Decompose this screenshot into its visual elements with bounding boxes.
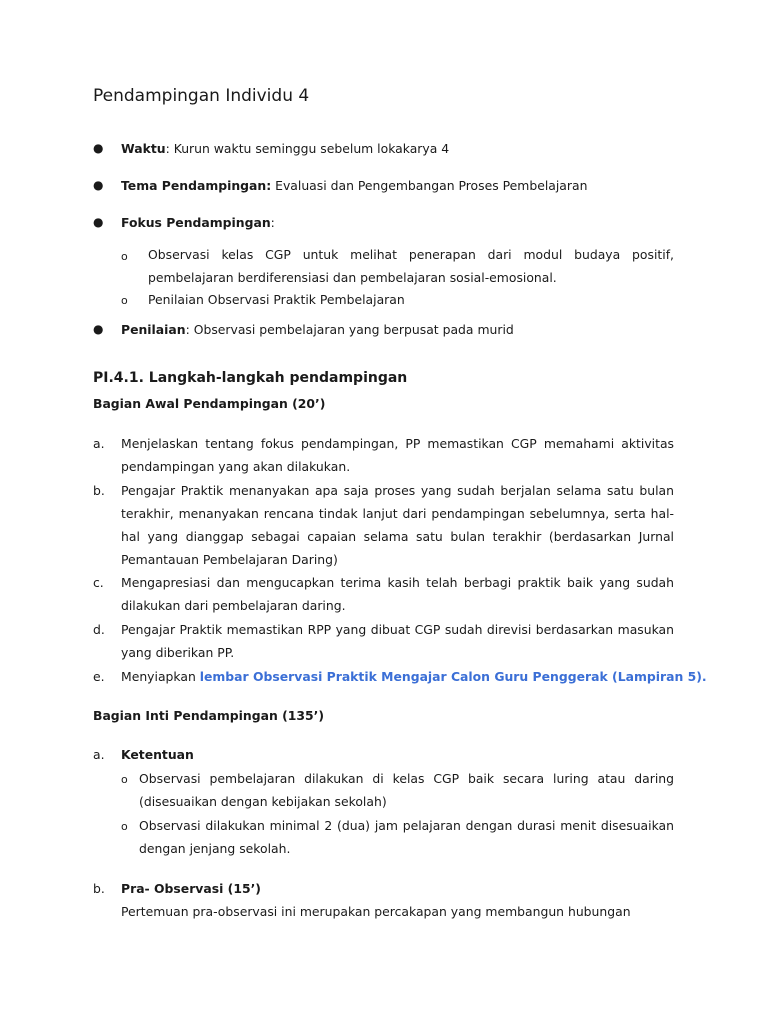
pra-observasi-text: Pertemuan pra-observasi ini merupakan percakapan yang membangun hubungan xyxy=(121,904,631,919)
awal-item-e xyxy=(121,665,707,688)
list-marker: a. xyxy=(93,747,105,762)
bullet-dot: ● xyxy=(93,141,104,155)
awal-item-d: Pengajar Praktik memastikan RPP yang dibuat CGP sudah direvisi berdasarkan masukan yang diberikan PP. xyxy=(121,622,674,660)
ketentuan-label: Ketentuan xyxy=(121,747,194,762)
ketentuan-sub-2: Observasi dilakukan minimal 2 (dua) jam pelajaran dengan durasi menit disesuaikan dengan jenjang sekolah. xyxy=(139,818,674,856)
bullet-dot: ● xyxy=(93,322,104,336)
penilaian-label: Penilaian xyxy=(121,322,186,337)
fokus-label: Fokus Pendampingan xyxy=(121,215,271,230)
tema-text: Evaluasi dan Pengembangan Proses Pembelajaran xyxy=(271,178,588,193)
sub-bullet-marker: o xyxy=(121,294,128,307)
waktu-label: Waktu xyxy=(121,141,166,156)
fokus-text: : xyxy=(270,215,275,230)
fokus-sub-item-2: Penilaian Observasi Praktik Pembelajaran xyxy=(148,292,405,307)
ketentuan-sub-1: Observasi pembelajaran dilakukan di kelas CGP baik secara luring atau daring (disesuaikan dengan kebijakan sekolah) xyxy=(139,771,674,809)
sub-bullet-marker: o xyxy=(121,820,128,833)
bullet-dot: ● xyxy=(93,215,104,229)
pra-observasi-label: Pra- Observasi (15’) xyxy=(121,881,261,896)
sub-bullet-marker: o xyxy=(121,773,128,786)
fokus-line xyxy=(121,211,275,234)
lampiran-5-link[interactable]: lembar Observasi Praktik Mengajar Calon Guru Penggerak (Lampiran 5). xyxy=(199,669,707,684)
awal-item-b: Pengajar Praktik menanyakan apa saja proses yang sudah berjalan selama satu bulan terakhir, menanyakan rencana tindak lanjut dari pendampingan sebelumnya, serta hal-hal yang dianggap sebagai capaian selama satu bulan terakhir (berdasarkan Jurnal Pemantauan Pembelajaran Daring) xyxy=(121,483,674,567)
list-marker: b. xyxy=(93,881,105,896)
page-title: Pendampingan Individu 4 xyxy=(93,86,310,106)
bullet-dot: ● xyxy=(93,178,104,192)
awal-item-a: Menjelaskan tentang fokus pendampingan, PP memastikan CGP memahami aktivitas pendampingan yang akan dilakukan. xyxy=(121,436,674,474)
section-heading: PI.4.1. Langkah-langkah pendampingan xyxy=(93,370,408,386)
awal-item-e-text: Menyiapkan xyxy=(121,669,200,684)
list-marker: e. xyxy=(93,669,105,684)
list-marker: a. xyxy=(93,436,105,451)
tema-line xyxy=(121,174,587,197)
tema-label: Tema Pendampingan: xyxy=(121,178,272,193)
awal-heading: Bagian Awal Pendampingan (20’) xyxy=(93,396,326,411)
inti-heading: Bagian Inti Pendampingan (135’) xyxy=(93,708,324,723)
list-marker: b. xyxy=(93,483,105,498)
list-marker: d. xyxy=(93,622,105,637)
list-marker: c. xyxy=(93,575,104,590)
sub-bullet-marker: o xyxy=(121,250,128,263)
waktu-line xyxy=(121,137,449,160)
penilaian-text: : Observasi pembelajaran yang berpusat pada murid xyxy=(185,322,514,337)
penilaian-line xyxy=(121,318,514,341)
fokus-sub-item-1: Observasi kelas CGP untuk melihat penerapan dari modul budaya positif, pembelajaran berdiferensiasi dan pembelajaran sosial-emosional. xyxy=(148,247,674,285)
awal-item-c: Mengapresiasi dan mengucapkan terima kasih telah berbagi praktik baik yang sudah dilakukan dari pembelajaran daring. xyxy=(121,575,674,613)
waktu-text: : Kurun waktu seminggu sebelum lokakarya 4 xyxy=(165,141,450,156)
